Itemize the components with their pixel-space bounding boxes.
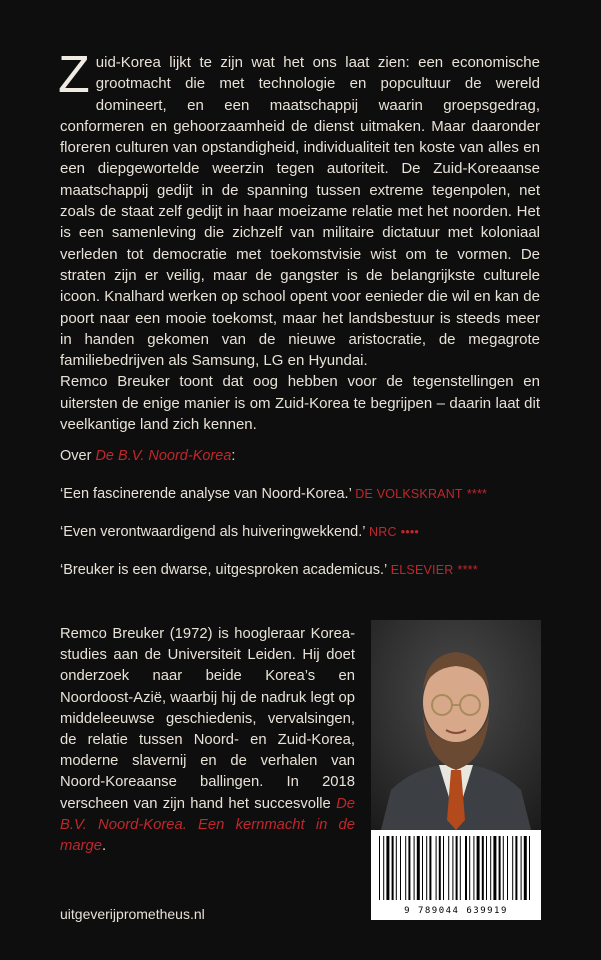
author-bio — [60, 624, 355, 857]
author-bio-text: (1972) is hoogleraar Koreastudies aan de Universiteit Leiden. Hij doet onderzoek naar beide Korea’s en Noordoost-Azië, waarbij hij de nadruk legt op middeleeuwse geschiedenis, vervalsingen, de relatie tussen Noord- en Zuid-Korea, moderne slavernij en de verhalen van Noord-Koreaanse ballingen. In 2018 verscheen van zijn hand het succesvolle — [60, 626, 355, 812]
quote-text: ‘Even verontwaardigend als huiveringwekkend.’ — [60, 524, 369, 540]
bio-end: . — [101, 838, 107, 855]
press-quote-2 — [60, 524, 419, 540]
previous-book-heading — [60, 448, 235, 464]
bio-book-title: De B.V. Noord-Korea. Een kernmacht in de marge — [60, 795, 355, 855]
blurb-paragraph-2: Remco Breuker toont dat oog hebben voor de tegenstellingen en uitersten de enige manier is om Zuid-Korea te begrijpen – daarin laat dit veelkantige land zich kennen. — [60, 373, 540, 434]
quote-text: ‘Breuker is een dwarse, uitgesproken academicus.’ — [60, 562, 391, 578]
author-name: Remco Breuker — [60, 626, 165, 642]
barcode — [371, 830, 541, 920]
author-photo — [371, 620, 541, 830]
quote-text: ‘Een fascinerende analyse van Noord-Korea.’ — [60, 486, 356, 502]
quote-source: ELSEVIER — [390, 563, 454, 577]
press-quote-1 — [60, 486, 487, 502]
publisher-website[interactable]: uitgeverijprometheus.nl — [60, 906, 205, 922]
over-prefix: Over — [60, 448, 96, 464]
previous-book-title: De B.V. Noord-Korea — [95, 448, 232, 464]
quote-rating: **** — [466, 487, 488, 501]
quote-source: DE VOLKSKRANT — [355, 487, 463, 501]
quote-source: NRC — [368, 525, 397, 539]
isbn-number: 9 789044 639919 — [404, 906, 508, 916]
over-suffix: : — [231, 448, 236, 464]
blurb-text-lead: uid-Korea lijkt te zijn wat het ons laat zien: een economische grootmacht die met technologie en popcultuur de wereld domineert, en een maatschappij waarin groepsgedrag, conformeren en gehoorzaamheid de dienst uitmaken. Maar daaronder floreren culturen van opstandigheid, individualiteit ten koste van alles en een diepgewortelde weerzin tegen autoriteit. De Zuid-Koreaanse maatschappij gedijt in de spanning tussen extreme tegenpolen, net zoals de staat zelf gedijt in haar moeizame relatie met het noorden. Het is een samenleving die zichzelf van militaire dictatuur met koloniaal verleden tot democratie met toekomstvisie wist om te vormen. De straten zijn er veilig, maar de gangster is de belangrijkste culturele icoon. Knalhard werken op school opent voor eenieder die wil en kan de poort naar een mooie toekomst, maar het landsbestuur is steeds meer in handen gekomen van de nieuwe aristocratie, de megagrote familiebedrijven als Samsung, LG en Hyundai. — [60, 54, 540, 370]
blurb-paragraph-1 — [58, 46, 540, 371]
quote-rating: •••• — [400, 525, 420, 539]
barcode-bars — [371, 830, 541, 905]
press-quote-3 — [60, 562, 478, 578]
cover-blurb — [58, 46, 540, 435]
quote-rating: **** — [457, 563, 478, 577]
drop-cap: Z — [58, 46, 90, 104]
